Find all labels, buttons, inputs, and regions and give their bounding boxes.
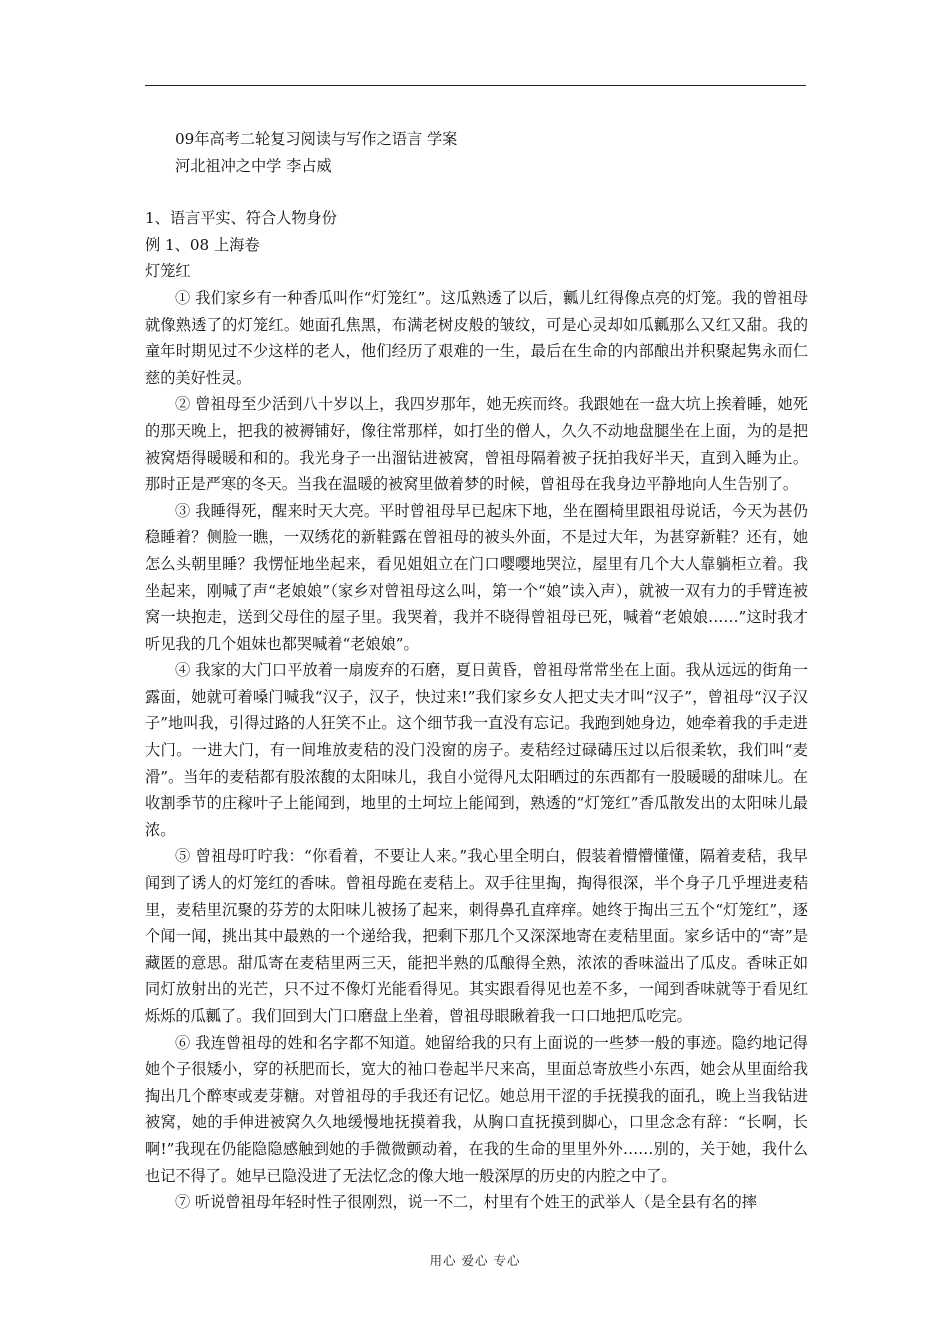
document-title: 09年高考二轮复习阅读与写作之语言 学案 — [175, 130, 458, 148]
paragraph-5: ⑤ 曾祖母叮咛我：“你看着，不要让人来。”我心里全明白，假装着懵懵懂懂，隔着麦秸，我早闻到了诱人的灯笼红的香味。曾祖母跪在麦秸上。双手往里掏，掏得很深，半个身子几乎埋进麦秸里，麦秸里沉聚的芬芳的太阳味儿被扬了起来，刺得鼻孔直痒痒。她终于掏出三五个“灯笼红”，逐个闻一闻，挑出其中最熟的一个递给我，把剩下那几个又深深地寄在麦秸里面。家乡话中的“寄”是藏匿的意思。甜瓜寄在麦秸里两三天，能把半熟的瓜酿得全熟，浓浓的香味溢出了瓜皮。香味正如同灯放射出的光芒，只不过不像灯光能看得见。其实跟看得见也差不多，一闻到香味就等于看见红烁烁的瓜瓤了。我们回到大门口磨盘上坐着，曾祖母眼瞅着我一口口地把瓜吃完。 — [145, 847, 808, 1025]
article-title: 灯笼红 — [145, 262, 191, 281]
paragraph-2: ② 曾祖母至少活到八十岁以上，我四岁那年，她无疾而终。我跟她在一盘大坑上挨着睡，她死的那天晚上，把我的被褥铺好，像往常那样，如打坐的僧人，久久不动地盘腿坐在上面，为的是把被窝焐得暖暖和和的。我光身子一出溜钻进被窝，曾祖母隔着被子抚拍我好半天，直到入睡为止。那时正是严寒的冬天。当我在温暖的被窝里做着梦的时候，曾祖母在我身边平静地向人生告别了。 — [145, 395, 808, 494]
paragraph-6: ⑥ 我连曾祖母的姓和名字都不知道。她留给我的只有上面说的一些梦一般的事迹。隐约地记得她个子很矮小，穿的袄肥而长，宽大的袖口卷起半尺来高，里面总寄放些小东西，她会从里面给我掏出几个醉枣或麦芽糖。对曾祖母的手我还有记忆。她总用干涩的手抚摸我的面孔，晚上当我钻进被窝，她的手伸进被窝久久地缓慢地抚摸着我，从胸口直抚摸到脚心，口里念念有辞：“长啊，长啊!”我现在仍能隐隐感触到她的手微微颤动着，在我的生命的里里外外……别的，关于她，我什么也记不得了。她早已隐没进了无法忆念的像大地一般深厚的历史的内腔之中了。 — [145, 1033, 808, 1185]
example-label: 例 1、08 上海卷 — [145, 235, 260, 254]
paragraph-7: ⑦ 听说曾祖母年轻时性子很刚烈，说一不二，村里有个姓王的武举人（是全县有名的摔 — [175, 1193, 757, 1212]
blank-line — [145, 179, 808, 205]
document-author: 河北祖冲之中学 李占威 — [175, 156, 332, 175]
paragraph-4: ④ 我家的大门口平放着一扇废弃的石磨，夏日黄昏，曾祖母常常坐在上面。我从远远的街角一露面，她就可着嗓门喊我“汉子，汉子，快过来!”我们家乡女人把丈夫才叫“汉子”，曾祖母“汉子汉子”地叫我，引得过路的人狂笑不止。这个细节我一直没有忘记。我跑到她身边，她牵着我的手走进大门。一进大门，有一间堆放麦秸的没门没窗的房子。麦秸经过碌碡压过以后很柔软，我们叫“麦滑”。当年的麦秸都有股浓馥的太阳味儿，我自小觉得凡太阳晒过的东西都有一股暖暖的甜味儿。在收割季节的庄稼叶子上能闻到，地里的土坷垃上能闻到，熟透的“灯笼红”香瓜散发出的太阳味儿最浓。 — [145, 661, 808, 839]
page-footer: 用心 爱心 专心 — [429, 1253, 521, 1268]
paragraph-1: ① 我们家乡有一种香瓜叫作“灯笼红”。这瓜熟透了以后，瓤儿红得像点亮的灯笼。我的曾祖母就像熟透了的灯笼红。她面孔焦黑，布满老树皮般的皱纹，可是心灵却如瓜瓤那么又红又甜。我的童年时期见过不少这样的老人，他们经历了艰难的一生，最后在生命的内部酿出并积聚起隽永而仁慈的美好性灵。 — [145, 288, 808, 387]
document-body — [145, 126, 808, 1216]
section-heading: 1、语言平实、符合人物身份 — [145, 209, 337, 228]
paragraph-3: ③ 我睡得死，醒来时天大亮。平时曾祖母早已起床下地，坐在圈椅里跟祖母说话，今天为甚仍稳睡着？侧脸一瞧，一双绣花的新鞋露在曾祖母的被头外面，不是过大年，为甚穿新鞋？还有，她怎么头朝里睡？我愣怔地坐起来，看见姐姐立在门口嘤嘤地哭泣，屋里有几个大人靠躺柜立着。我坐起来，刚喊了声“老娘娘”（家乡对曾祖母这么叫，第一个“娘”读入声），就被一双有力的手臂连被窝一块抱走，送到父母住的屋子里。我哭着，我并不晓得曾祖母已死，喊着“老娘娘……”这时我才听见我的几个姐妹也都哭喊着“老娘娘”。 — [145, 501, 808, 653]
header-rule — [145, 85, 806, 86]
